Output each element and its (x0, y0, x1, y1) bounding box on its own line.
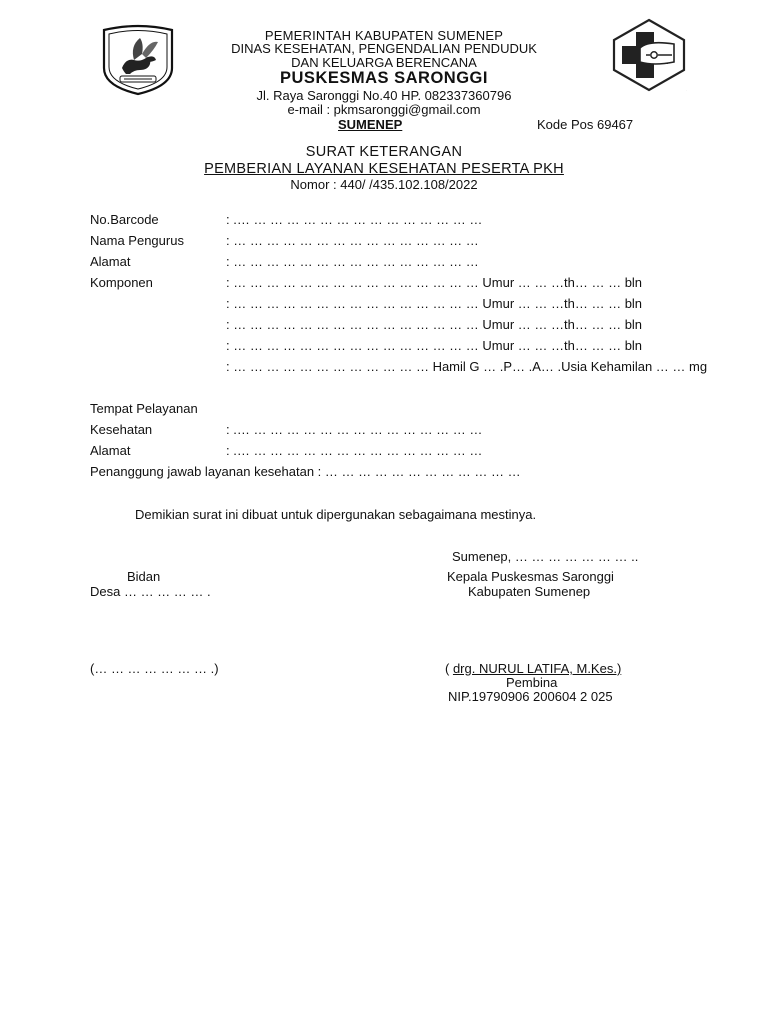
field-value: : .… … … … … … … … … … … … … … … (226, 422, 483, 437)
head-rank: Pembina (506, 675, 558, 690)
header-email: e-mail : pkmsaronggi@gmail.com (287, 102, 481, 117)
header-city: SUMENEP (338, 117, 403, 132)
field-value: : .… … … … … … … … … … … … … … … (226, 443, 483, 458)
closing-statement: Demikian surat ini dibuat untuk dipergunakan sebagaimana mestinya. (135, 507, 537, 522)
field-value: : … … … … … … … … … … … … … … … Umur … … …th… … … bln (226, 338, 643, 353)
service-heading: Tempat Pelayanan (90, 401, 198, 416)
field-label: Nama Pengurus (90, 233, 184, 248)
head-name-text: drg. NURUL LATIFA, M.Kes.) (452, 661, 622, 676)
field-value: : … … … … … … … … … … … … Hamil G … .P… .A… .Usia Kehamilan … … mg (226, 359, 708, 374)
field-label: Kesehatan (90, 422, 153, 437)
field-value: : .… … … … … … … … … … … … … … … (226, 212, 483, 227)
header-institution: PUSKESMAS SARONGGI (280, 69, 488, 87)
field-value: : … … … … … … … … … … … … … … … (226, 254, 479, 269)
midwife-role: Bidan (127, 569, 161, 584)
field-value: : … … … … … … … … … … … … … … … Umur … … …th… … … bln (226, 275, 643, 290)
header-address: Jl. Raya Saronggi No.40 HP. 082337360796 (256, 88, 512, 103)
field-label: Alamat (90, 254, 131, 269)
head-name (445, 661, 621, 676)
responsible-line: Penanggung jawab layanan kesehatan : … … … … … … … … … … … … (90, 464, 521, 479)
place-date: Sumenep, … … … … … … … .. (452, 549, 639, 564)
midwife-village: Desa … … … … … . (90, 584, 211, 599)
midwife-name-blank: (… … … … … … … .) (90, 661, 219, 676)
field-label: Komponen (90, 275, 153, 290)
header-department-cont: DAN KELUARGA BERENCANA (291, 55, 477, 70)
head-nip: NIP.19790906 200604 2 025 (448, 689, 613, 704)
document-title: SURAT KETERANGAN (305, 144, 463, 160)
head-unit: Kabupaten Sumenep (468, 584, 591, 599)
field-value: : … … … … … … … … … … … … … … … (226, 233, 479, 248)
field-label: Alamat (90, 443, 131, 458)
header-department: DINAS KESEHATAN, PENGENDALIAN PENDUDUK (231, 41, 537, 56)
header-government: PEMERINTAH KABUPATEN SUMENEP (264, 28, 504, 43)
field-label: No.Barcode (90, 212, 159, 227)
head-role: Kepala Puskesmas Saronggi (447, 569, 614, 584)
field-value: : … … … … … … … … … … … … … … … Umur … … …th… … … bln (226, 296, 643, 311)
document-number: Nomor : 440/ /435.102.108/2022 (290, 177, 478, 192)
header-postal-code: Kode Pos 69467 (537, 117, 634, 132)
head-name-open: ( (445, 661, 453, 676)
logo-tag: · (686, 88, 687, 92)
document-subtitle: PEMBERIAN LAYANAN KESEHATAN PESERTA PKH (204, 161, 564, 177)
field-value: : … … … … … … … … … … … … … … … Umur … … …th… … … bln (226, 317, 643, 332)
